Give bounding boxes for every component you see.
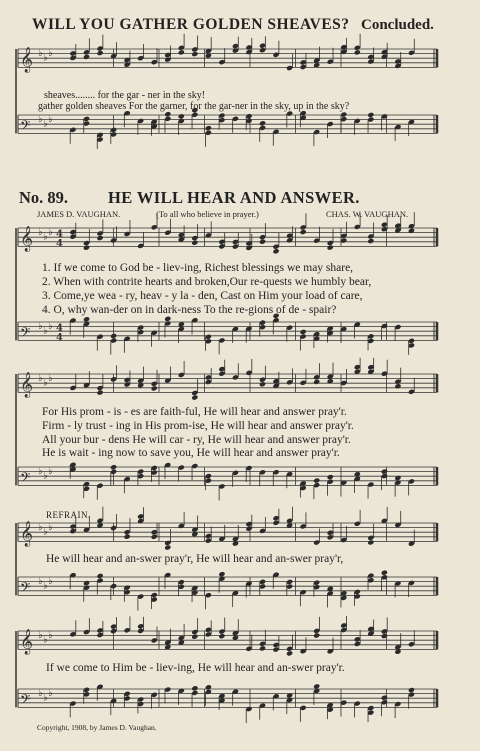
svg-text:♭: ♭ <box>38 465 43 477</box>
svg-text:♭: ♭ <box>48 47 53 59</box>
svg-text:♭: ♭ <box>38 575 43 587</box>
verse-3-line-a: 3. Come,ye wea - ry, heav - y la - den, Cast on Him your load of care, <box>42 290 363 302</box>
svg-text:♭: ♭ <box>48 372 53 384</box>
svg-text:♭: ♭ <box>43 634 48 646</box>
verse-2-line-b: Firm - ly trust - ing in His prom-ise, He will hear and answer pray'r. <box>42 420 354 432</box>
svg-text:♭: ♭ <box>48 320 53 332</box>
composer-credit: CHAS. W. VAUGHAN. <box>326 209 409 219</box>
svg-text:𝄢: 𝄢 <box>20 691 31 711</box>
svg-text:♭: ♭ <box>43 231 48 243</box>
svg-text:♭: ♭ <box>43 692 48 704</box>
prev-song-lyric-1: sheaves........ for the gar - ner in the sky! <box>44 90 206 101</box>
svg-text:♭: ♭ <box>43 118 48 130</box>
refrain-line-1: He will hear and an-swer pray'r, He will hear and an-swer pray'r, <box>46 553 344 565</box>
svg-text:♭: ♭ <box>43 377 48 389</box>
svg-text:♭: ♭ <box>38 226 43 238</box>
svg-text:♭: ♭ <box>38 372 43 384</box>
svg-text:𝄢: 𝄢 <box>20 117 31 137</box>
svg-text:♭: ♭ <box>38 629 43 641</box>
svg-text:4: 4 <box>56 323 63 335</box>
svg-text:♭: ♭ <box>38 687 43 699</box>
svg-text:♭: ♭ <box>48 629 53 641</box>
prev-song-lyric-2: gather golden sheaves For the garner, for the gar-ner in the sky, up in the sky? <box>38 101 350 112</box>
svg-text:𝄞: 𝄞 <box>20 47 34 73</box>
verse-1-line-b: For His prom - is - es are faith-ful, He will hear and answer pray'r. <box>42 406 347 418</box>
svg-text:4: 4 <box>56 238 63 250</box>
hymn-title: HE WILL HEAR AND ANSWER. <box>108 188 360 207</box>
svg-text:♭: ♭ <box>48 113 53 125</box>
svg-text:♭: ♭ <box>48 687 53 699</box>
svg-text:♭: ♭ <box>38 320 43 332</box>
svg-text:♭: ♭ <box>43 580 48 592</box>
svg-text:♭: ♭ <box>38 113 43 125</box>
author-credit: JAMES D. VAUGHAN. <box>37 209 121 219</box>
refrain-line-2: If we come to Him be - liev-ing, He will hear and an-swer pray'r. <box>46 662 345 674</box>
copyright-notice: Copyright, 1908, by James D. Vaughan. <box>37 723 157 732</box>
svg-text:𝄢: 𝄢 <box>20 324 31 344</box>
verse-4-line-a: 4. O, why wan-der on in dark-ness To the re-gions of de - spair? <box>42 304 337 316</box>
svg-text:♭: ♭ <box>48 521 53 533</box>
svg-text:𝄞: 𝄞 <box>20 521 34 547</box>
svg-text:♭: ♭ <box>48 575 53 587</box>
verse-2-line-a: 2. When with contrite hearts and broken,Our re-quests we humbly bear, <box>42 276 372 288</box>
refrain-label: REFRAIN. <box>46 510 91 520</box>
svg-text:♭: ♭ <box>38 521 43 533</box>
svg-text:♭: ♭ <box>48 226 53 238</box>
svg-text:𝄞: 𝄞 <box>20 226 34 252</box>
svg-text:4: 4 <box>56 229 63 241</box>
svg-text:4: 4 <box>56 332 63 344</box>
svg-text:♭: ♭ <box>43 325 48 337</box>
svg-text:𝄢: 𝄢 <box>20 579 31 599</box>
svg-text:𝄞: 𝄞 <box>20 372 34 398</box>
svg-text:𝄞: 𝄞 <box>20 629 34 655</box>
svg-text:♭: ♭ <box>48 465 53 477</box>
verse-1-line-a: 1. If we come to God be - liev-ing, Richest blessings we may share, <box>42 262 354 274</box>
svg-text:♭: ♭ <box>43 526 48 538</box>
verse-3-line-b: All your bur - dens He will car - ry, He will hear and answer pray'r. <box>42 434 351 446</box>
svg-text:𝄢: 𝄢 <box>20 469 31 489</box>
svg-text:♭: ♭ <box>38 47 43 59</box>
concluded-label: Concluded. <box>361 17 434 33</box>
svg-text:♭: ♭ <box>43 52 48 64</box>
svg-text:♭: ♭ <box>43 470 48 482</box>
page-title: WILL YOU GATHER GOLDEN SHEAVES? <box>32 16 350 33</box>
dedication: (To all who believe in prayer.) <box>156 209 259 219</box>
hymn-number: No. 89. <box>19 188 69 207</box>
verse-4-line-b: He is wait - ing now to save you, He will hear and answer pray'r. <box>42 447 340 459</box>
